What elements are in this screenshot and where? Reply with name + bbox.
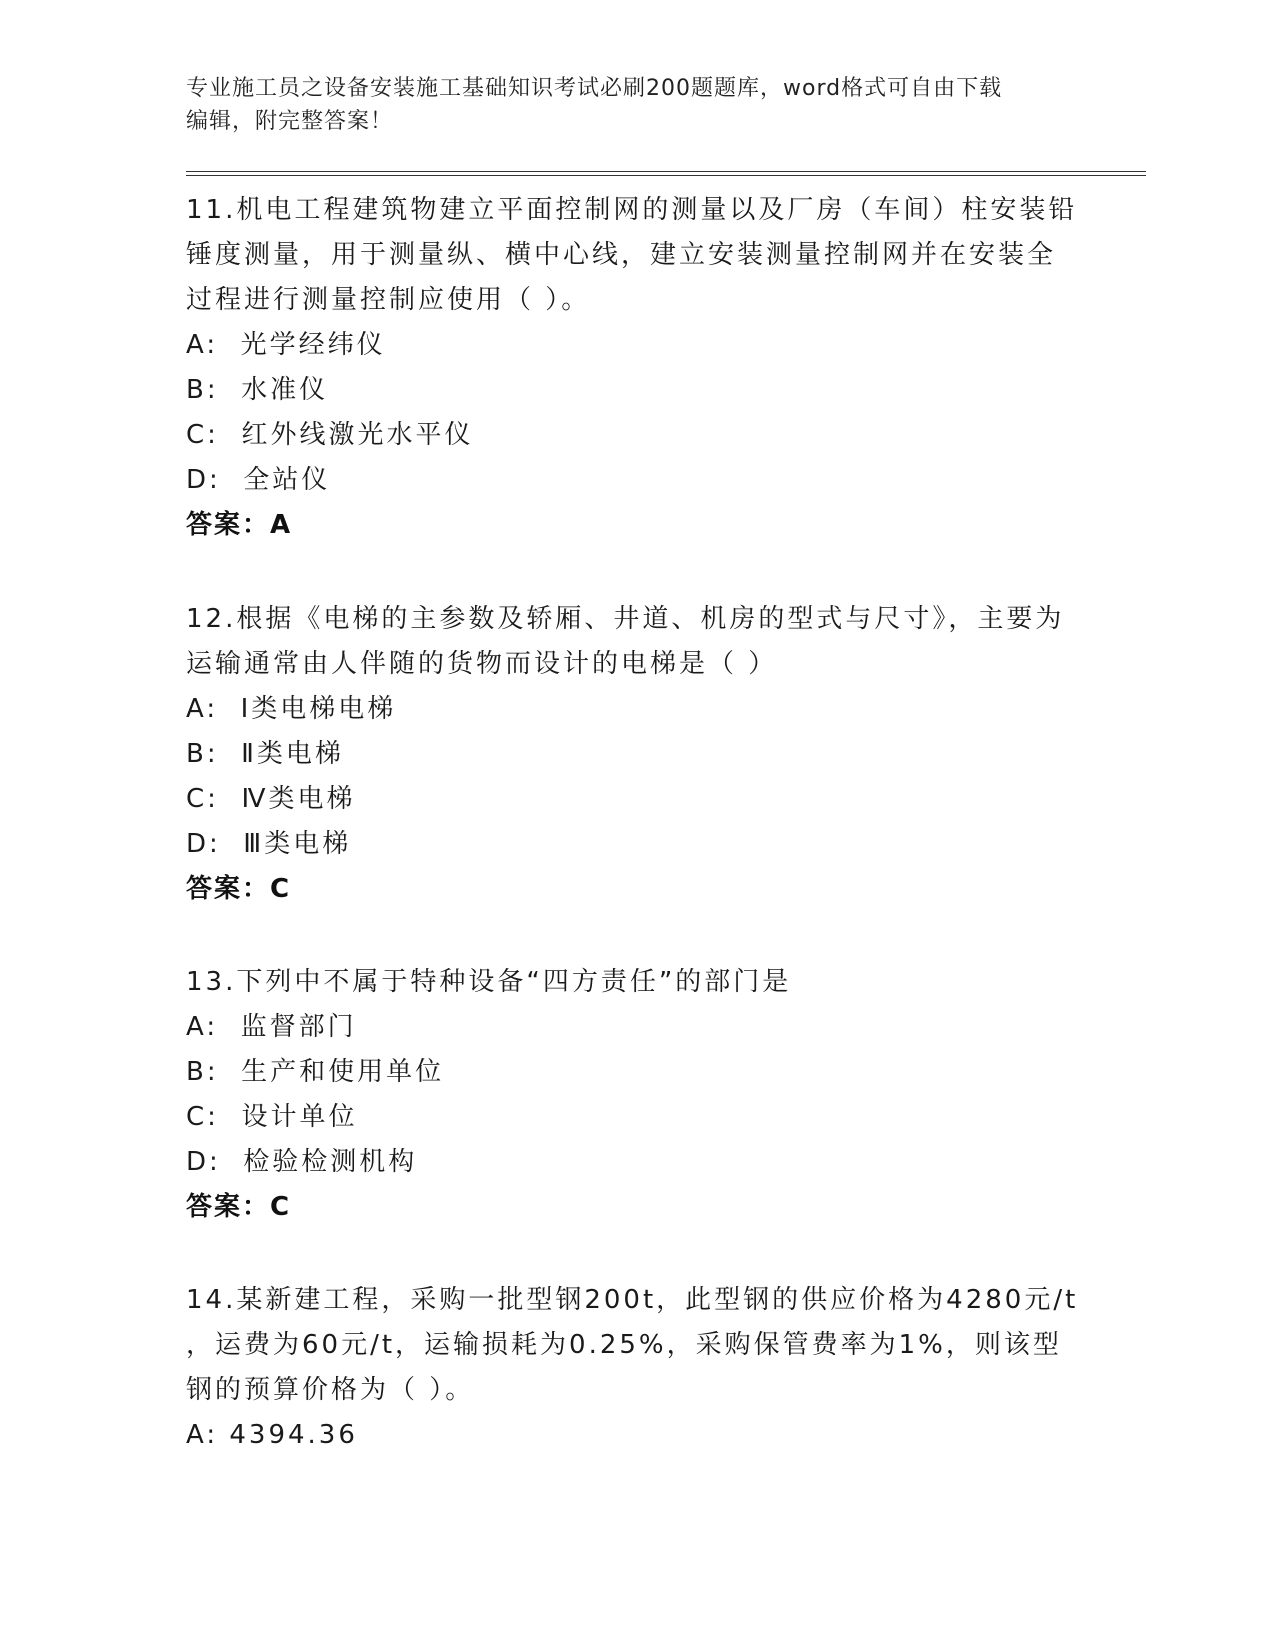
answer: 答案：C xyxy=(186,874,292,904)
question-11 xyxy=(186,188,1086,548)
option-a: A: Ⅰ类电梯电梯 xyxy=(186,694,397,724)
question-13 xyxy=(186,960,1086,1230)
option-c: C: 设计单位 xyxy=(186,1102,358,1132)
header-divider xyxy=(186,171,1146,176)
header-title-line-1: 专业施工员之设备安装施工基础知识考试必刷200题题库，word格式可自由下载 xyxy=(186,76,1003,101)
answer: 答案：A xyxy=(186,510,293,540)
answer: 答案：C xyxy=(186,1192,292,1222)
option-d: D: 检验检测机构 xyxy=(186,1147,418,1177)
question-stem-line: 14.某新建工程，采购一批型钢200t，此型钢的供应价格为4280元/t xyxy=(186,1285,1079,1315)
question-stem-line: 13.下列中不属于特种设备“四方责任”的部门是 xyxy=(186,967,792,997)
question-stem-line: 锤度测量，用于测量纵、横中心线，建立安装测量控制网并在安装全 xyxy=(186,240,1057,270)
question-14 xyxy=(186,1278,1086,1458)
option-b: B: Ⅱ类电梯 xyxy=(186,739,344,769)
option-a: A: 光学经纬仪 xyxy=(186,330,386,360)
option-d: D: 全站仪 xyxy=(186,465,331,495)
question-stem-line: 11.机电工程建筑物建立平面控制网的测量以及厂房（车间）柱安装铅 xyxy=(186,195,1078,225)
question-12 xyxy=(186,597,1086,912)
question-stem-line: 钢的预算价格为（ ）。 xyxy=(186,1375,475,1405)
header-title-line-2: 编辑，附完整答案！ xyxy=(186,109,394,134)
option-b: B: 水准仪 xyxy=(186,375,329,405)
question-stem-line: 运输通常由人伴随的货物而设计的电梯是（ ） xyxy=(186,649,778,679)
option-a: A: 监督部门 xyxy=(186,1012,357,1042)
option-c: C: 红外线激光水平仪 xyxy=(186,420,474,450)
option-d: D: Ⅲ类电梯 xyxy=(186,829,352,859)
option-c: C: Ⅳ类电梯 xyxy=(186,784,356,814)
option-b: B: 生产和使用单位 xyxy=(186,1057,445,1087)
question-stem-line: ，运费为60元/t，运输损耗为0.25%，采购保管费率为1%，则该型 xyxy=(186,1330,1062,1360)
question-stem-line: 过程进行测量控制应使用（ ）。 xyxy=(186,285,591,315)
document-header xyxy=(186,72,1066,138)
option-a: A: 4394.36 xyxy=(186,1420,358,1450)
question-stem-line: 12.根据《电梯的主参数及轿厢、井道、机房的型式与尺寸》，主要为 xyxy=(186,604,1065,634)
